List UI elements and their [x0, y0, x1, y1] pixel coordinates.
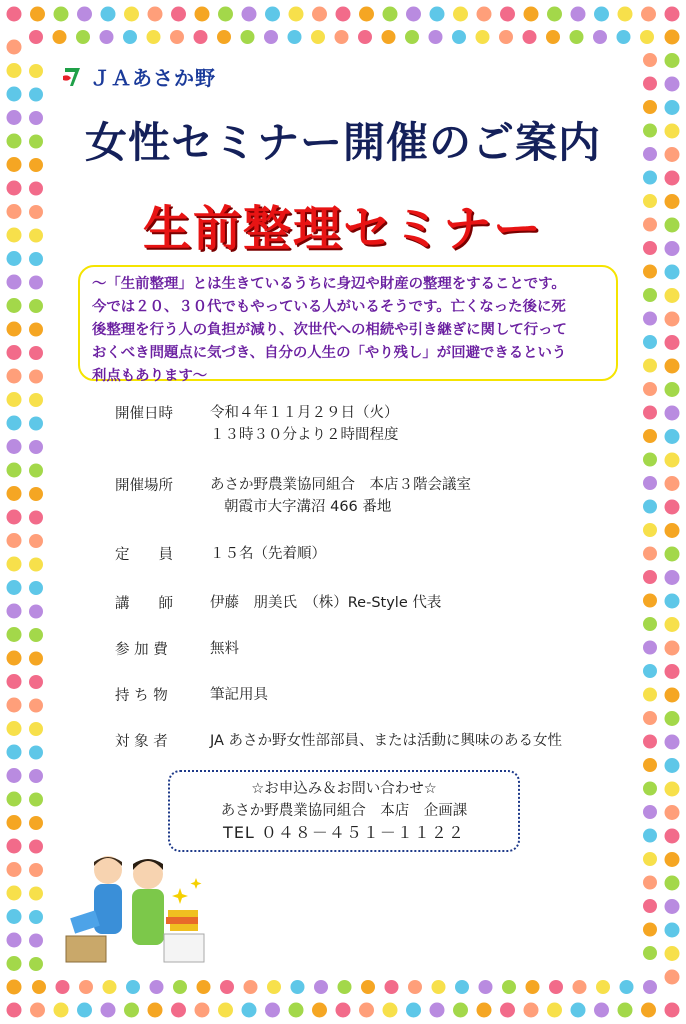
- border-dot: [500, 7, 515, 22]
- border-dot: [7, 580, 22, 595]
- border-dot: [430, 1003, 445, 1018]
- border-dot: [571, 7, 586, 22]
- border-dot: [617, 30, 631, 44]
- border-dot: [7, 510, 22, 525]
- border-dot: [665, 77, 680, 92]
- border-dot: [358, 30, 372, 44]
- border-dot: [7, 1003, 22, 1018]
- border-dot: [150, 980, 164, 994]
- border-dot: [620, 980, 634, 994]
- border-dot: [641, 1003, 656, 1018]
- border-dot: [477, 7, 492, 22]
- border-dot: [640, 30, 654, 44]
- border-dot: [29, 370, 43, 384]
- border-dot: [244, 980, 258, 994]
- border-dot: [7, 721, 22, 736]
- border-dot: [524, 1003, 539, 1018]
- border-dot: [29, 628, 43, 642]
- border-dot: [502, 980, 516, 994]
- border-dot: [29, 558, 43, 572]
- border-dot: [7, 345, 22, 360]
- border-dot: [643, 288, 657, 302]
- border-dot: [29, 840, 43, 854]
- border-dot: [383, 7, 398, 22]
- border-dot: [643, 171, 657, 185]
- border-dot: [643, 476, 657, 490]
- border-dot: [476, 30, 490, 44]
- border-dot: [103, 980, 117, 994]
- border-dot: [242, 7, 257, 22]
- border-dot: [453, 7, 468, 22]
- detail-value: JA あさか野女性部部員、または活動に興味のある女性: [210, 733, 563, 749]
- border-dot: [291, 980, 305, 994]
- border-dot: [29, 581, 43, 595]
- venue-line: あさか野農業協同組合 本店３階会議室: [210, 477, 471, 493]
- detail-value: 筆記用具: [210, 687, 268, 703]
- border-dot: [124, 7, 139, 22]
- border-dot: [643, 805, 657, 819]
- border-dot: [29, 440, 43, 454]
- border-dot: [643, 946, 657, 960]
- border-dot: [665, 53, 680, 68]
- border-dot: [29, 793, 43, 807]
- border-dot: [643, 876, 657, 890]
- border-dot: [7, 392, 22, 407]
- contact-heading: ☆お申込み＆お問い合わせ☆: [251, 781, 437, 797]
- detail-label: 開催日時: [115, 406, 173, 422]
- border-dot: [29, 417, 43, 431]
- border-dot: [29, 863, 43, 877]
- border-dot: [549, 980, 563, 994]
- border-dot: [29, 722, 43, 736]
- border-dot: [643, 547, 657, 561]
- border-dot: [523, 30, 537, 44]
- detail-label: 開催場所: [115, 478, 173, 494]
- border-dot: [385, 980, 399, 994]
- border-dot: [643, 664, 657, 678]
- border-dot: [359, 7, 374, 22]
- border-dot: [7, 651, 22, 666]
- detail-value: １５名（先着順）: [210, 546, 326, 562]
- border-dot: [7, 416, 22, 431]
- detail-row-fee: [115, 638, 239, 660]
- border-dot: [665, 359, 680, 374]
- border-dot: [148, 7, 163, 22]
- border-dot: [643, 265, 657, 279]
- border-dot: [30, 1003, 45, 1018]
- border-dot: [665, 30, 680, 45]
- border-dot: [643, 359, 657, 373]
- border-dot: [7, 439, 22, 454]
- border-dot: [288, 30, 302, 44]
- border-dot: [643, 382, 657, 396]
- border-dot: [643, 335, 657, 349]
- border-dot: [312, 1003, 327, 1018]
- border-dot: [29, 276, 43, 290]
- border-dot: [665, 664, 680, 679]
- border-dot: [7, 627, 22, 642]
- border-dot: [195, 7, 210, 22]
- time-line: １３時３０分より２時間程度: [210, 427, 399, 443]
- border-dot: [7, 839, 22, 854]
- border-dot: [643, 641, 657, 655]
- intro-box: [78, 265, 618, 384]
- intro-line: おくべき問題点に気づき、自分の人生の「やり残し」が回避できるという: [92, 345, 567, 361]
- border-dot: [665, 288, 680, 303]
- border-dot: [7, 886, 22, 901]
- border-dot: [7, 557, 22, 572]
- border-dot: [665, 735, 680, 750]
- border-dot: [289, 7, 304, 22]
- border-dot: [7, 87, 22, 102]
- border-dot: [643, 523, 657, 537]
- border-dot: [7, 862, 22, 877]
- border-dot: [7, 792, 22, 807]
- border-dot: [665, 335, 680, 350]
- border-dot: [643, 852, 657, 866]
- intro-line: 後整理を行う人の負担が減り、次世代への相続や引き継ぎに関して行って: [92, 322, 567, 338]
- border-dot: [194, 30, 208, 44]
- border-dot: [643, 53, 657, 67]
- border-dot: [7, 909, 22, 924]
- border-dot: [220, 980, 234, 994]
- detail-row-bring: [115, 684, 268, 706]
- detail-row-date: [115, 402, 399, 446]
- border-dot: [101, 7, 116, 22]
- border-dot: [665, 382, 680, 397]
- border-dot: [218, 1003, 233, 1018]
- border-dot: [643, 594, 657, 608]
- people-organizing-illustration: [60, 848, 210, 968]
- border-dot: [7, 674, 22, 689]
- border-dot: [7, 533, 22, 548]
- border-dot: [29, 769, 43, 783]
- border-dot: [29, 487, 43, 501]
- border-dot: [29, 934, 43, 948]
- border-dot: [643, 923, 657, 937]
- detail-label: 対 象 者: [115, 734, 168, 750]
- border-dot: [665, 594, 680, 609]
- border-dot: [382, 30, 396, 44]
- border-dot: [53, 30, 67, 44]
- border-dot: [406, 1003, 421, 1018]
- border-dot: [7, 369, 22, 384]
- border-dot: [643, 406, 657, 420]
- border-dot: [265, 1003, 280, 1018]
- detail-value: [210, 402, 399, 446]
- detail-row-target: [115, 730, 562, 752]
- border-dot: [452, 30, 466, 44]
- border-dot: [665, 923, 680, 938]
- border-dot: [432, 980, 446, 994]
- border-dot: [29, 464, 43, 478]
- border-dot: [453, 1003, 468, 1018]
- border-dot: [593, 30, 607, 44]
- border-dot: [665, 570, 680, 585]
- border-dot: [29, 652, 43, 666]
- border-dot: [547, 7, 562, 22]
- contact-box: [168, 770, 520, 852]
- border-dot: [643, 688, 657, 702]
- border-dot: [124, 1003, 139, 1018]
- border-dot: [29, 746, 43, 760]
- border-dot: [311, 30, 325, 44]
- detail-value: 伊藤 朋美氏 （株）Re-Style 代表: [210, 595, 442, 611]
- border-dot: [171, 1003, 186, 1018]
- border-dot: [218, 7, 233, 22]
- border-dot: [665, 406, 680, 421]
- border-dot: [29, 323, 43, 337]
- border-dot: [665, 876, 680, 891]
- border-dot: [665, 500, 680, 515]
- border-dot: [571, 1003, 586, 1018]
- border-dot: [314, 980, 328, 994]
- border-dot: [665, 899, 680, 914]
- border-dot: [123, 30, 137, 44]
- border-dot: [524, 7, 539, 22]
- border-dot: [241, 30, 255, 44]
- border-dot: [546, 30, 560, 44]
- border-dot: [547, 1003, 562, 1018]
- border-dot: [7, 604, 22, 619]
- border-dot: [665, 829, 680, 844]
- border-dot: [405, 30, 419, 44]
- border-dot: [477, 1003, 492, 1018]
- border-dot: [643, 617, 657, 631]
- border-dot: [148, 1003, 163, 1018]
- detail-value: 無料: [210, 641, 239, 657]
- border-dot: [336, 1003, 351, 1018]
- border-dot: [29, 699, 43, 713]
- border-dot: [77, 1003, 92, 1018]
- border-dot: [618, 1003, 633, 1018]
- page-title: 女性セミナー開催のご案内: [84, 118, 601, 167]
- border-dot: [665, 476, 680, 491]
- border-dot: [643, 500, 657, 514]
- ja-logo: [62, 62, 216, 91]
- border-dot: [570, 30, 584, 44]
- border-dot: [500, 1003, 515, 1018]
- border-dot: [361, 980, 375, 994]
- border-dot: [665, 852, 680, 867]
- border-dot: [665, 782, 680, 797]
- border-dot: [665, 641, 680, 656]
- border-dot: [29, 534, 43, 548]
- border-dot: [54, 1003, 69, 1018]
- border-dot: [596, 980, 610, 994]
- border-dot: [29, 511, 43, 525]
- border-dot: [643, 980, 657, 994]
- border-dot: [7, 698, 22, 713]
- border-dot: [643, 77, 657, 91]
- border-dot: [54, 7, 69, 22]
- border-dot: [665, 1003, 680, 1018]
- detail-row-capacity: [115, 543, 326, 565]
- border-dot: [7, 298, 22, 313]
- border-dot: [665, 312, 680, 327]
- border-dot: [383, 1003, 398, 1018]
- border-dot: [430, 7, 445, 22]
- border-dot: [29, 910, 43, 924]
- border-dot: [643, 570, 657, 584]
- border-dot: [665, 523, 680, 538]
- border-dot: [126, 980, 140, 994]
- detail-row-lecturer: [115, 592, 441, 614]
- border-dot: [29, 816, 43, 830]
- border-dot: [7, 956, 22, 971]
- border-dot: [100, 30, 114, 44]
- border-dot: [7, 933, 22, 948]
- border-dot: [30, 7, 45, 22]
- border-dot: [312, 7, 327, 22]
- border-dot: [665, 265, 680, 280]
- border-dot: [79, 980, 93, 994]
- detail-label: 講 師: [115, 596, 173, 612]
- border-dot: [101, 1003, 116, 1018]
- border-dot: [197, 980, 211, 994]
- border-dot: [29, 957, 43, 971]
- border-dot: [217, 30, 231, 44]
- border-dot: [7, 40, 22, 55]
- border-dot: [77, 7, 92, 22]
- border-dot: [7, 768, 22, 783]
- border-dot: [264, 30, 278, 44]
- border-dot: [56, 980, 70, 994]
- detail-label: 持 ち 物: [115, 688, 168, 704]
- border-dot: [665, 970, 680, 985]
- border-dot: [32, 980, 46, 994]
- border-dot: [594, 1003, 609, 1018]
- border-dot: [7, 63, 22, 78]
- border-dot: [618, 7, 633, 22]
- intro-line: ～「生前整理」とは生きているうちに身辺や財産の整理をすることです。: [92, 276, 566, 292]
- border-dot: [29, 346, 43, 360]
- seminar-title: 生前整理セミナー: [142, 201, 543, 257]
- border-dot: [665, 805, 680, 820]
- border-dot: [643, 782, 657, 796]
- border-dot: [643, 758, 657, 772]
- border-dot: [338, 980, 352, 994]
- border-dot: [665, 453, 680, 468]
- contact-phone: TEL ０４８－４５１－１１２２: [223, 823, 465, 842]
- border-dot: [335, 30, 349, 44]
- border-dot: [29, 299, 43, 313]
- border-dot: [665, 711, 680, 726]
- border-dot: [408, 980, 422, 994]
- address-line: 朝霞市大字溝沼 466 番地: [224, 499, 392, 515]
- border-dot: [265, 7, 280, 22]
- border-dot: [29, 88, 43, 102]
- border-dot: [173, 980, 187, 994]
- border-dot: [665, 758, 680, 773]
- border-dot: [7, 815, 22, 830]
- border-dot: [665, 171, 680, 186]
- border-dot: [29, 30, 43, 44]
- border-dot: [526, 980, 540, 994]
- border-dot: [643, 453, 657, 467]
- border-dot: [455, 980, 469, 994]
- detail-label: 定 員: [115, 547, 173, 563]
- border-dot: [665, 617, 680, 632]
- border-dot: [641, 7, 656, 22]
- border-dot: [289, 1003, 304, 1018]
- border-dot: [29, 605, 43, 619]
- border-dot: [643, 312, 657, 326]
- border-dot: [665, 429, 680, 444]
- border-dot: [242, 1003, 257, 1018]
- border-dot: [336, 7, 351, 22]
- border-dot: [267, 980, 281, 994]
- date-line: 令和４年１１月２９日（火）: [210, 405, 399, 421]
- logo-text: ＪＡあさか野: [90, 66, 216, 90]
- border-dot: [7, 463, 22, 478]
- contact-org: あさか野農業協同組合 本店 企画課: [220, 803, 468, 819]
- border-dot: [643, 899, 657, 913]
- border-dot: [147, 30, 161, 44]
- border-dot: [665, 688, 680, 703]
- border-dot: [29, 64, 43, 78]
- border-dot: [573, 980, 587, 994]
- intro-line: 今では２０、３０代でもやっている人がいるそうです。亡くなった後に死: [92, 299, 566, 315]
- border-dot: [7, 7, 22, 22]
- border-dot: [7, 486, 22, 501]
- border-dot: [479, 980, 493, 994]
- border-dot: [76, 30, 90, 44]
- border-dot: [170, 30, 184, 44]
- border-dot: [643, 829, 657, 843]
- border-dot: [665, 7, 680, 22]
- border-dot: [29, 887, 43, 901]
- detail-row-place: [115, 474, 471, 518]
- border-dot: [643, 429, 657, 443]
- border-dot: [195, 1003, 210, 1018]
- border-dot: [171, 7, 186, 22]
- border-dot: [7, 322, 22, 337]
- border-dot: [29, 675, 43, 689]
- border-dot: [594, 7, 609, 22]
- border-dot: [429, 30, 443, 44]
- border-dot: [406, 7, 421, 22]
- detail-value: [210, 474, 471, 518]
- border-dot: [643, 735, 657, 749]
- border-dot: [7, 745, 22, 760]
- ja-leaf-icon: [62, 64, 84, 90]
- border-dot: [29, 393, 43, 407]
- border-dot: [643, 711, 657, 725]
- border-dot: [7, 980, 22, 995]
- intro-line: 利点もあります～: [92, 368, 208, 384]
- border-dot: [7, 275, 22, 290]
- border-dot: [665, 946, 680, 961]
- border-dot: [499, 30, 513, 44]
- border-dot: [665, 547, 680, 562]
- detail-label: 参 加 費: [115, 642, 168, 658]
- border-dot: [359, 1003, 374, 1018]
